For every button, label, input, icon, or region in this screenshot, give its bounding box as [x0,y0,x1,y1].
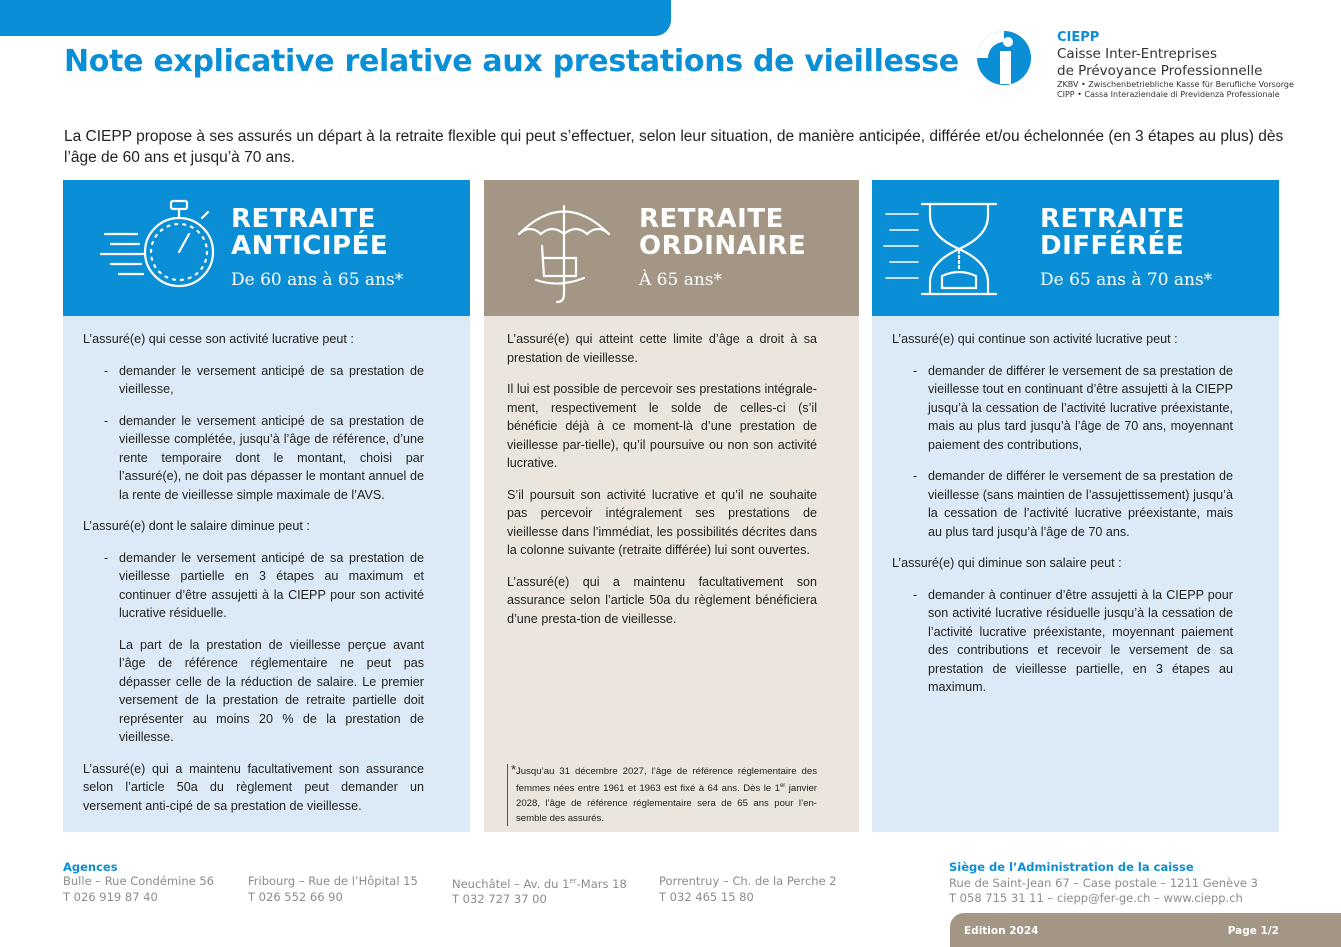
agency-phone: T 026 919 87 40 [63,889,158,904]
agency-neuchatel [452,874,627,908]
ciepp-logo-icon [974,28,1034,88]
agency-address-a: Neuchâtel – Av. du 1 [452,876,570,891]
siege-contact: T 058 715 31 11 – ciepp@fer-ge.ch – www.ciepp.ch [949,891,1243,905]
paragraph: L’assuré(e) qui atteint cette limite d’âge a droit à sa prestation de vieillesse. [507,332,817,365]
paragraph: L’assuré(e) qui a maintenu facultativement son assurance selon l’article 50a du règlement bénéficiera d’une presta-tion de vieillesse. [507,574,817,626]
column-body [872,316,1279,832]
agency-address-b: -Mars 18 [576,876,627,891]
ciepp-logo [974,28,1294,108]
column-title-line-2: DIFFÉRÉE [1040,231,1185,261]
logo-name: CIEPP [1057,30,1100,45]
column-retraite-differee [872,180,1279,832]
logo-line-3: ZKBV • Zwischenbetriebliche Kasse für Berufliche Vorsorge [1057,80,1294,89]
bullet-item: - demander le versement anticipé de sa prestation de vieillesse complétée, jusqu’à l’âge de référence, d’une rente temporaire dont le montant, choisi par l’assuré(e), ne doit pas dépasser le montant annuel de la rente de vieillesse simple maximale de l’AVS. [83,412,424,505]
stopwatch-icon [97,194,217,304]
column-retraite-anticipee [63,180,470,832]
page-number: Page 1/2 [1227,925,1279,937]
agency-fribourg [248,874,418,905]
column-title-line-1: RETRAITE [1040,204,1185,234]
footnote-superscript: er [779,783,786,789]
edition-label: Edition 2024 [964,925,1039,937]
page-title: Note explicative relative aux prestations de vieillesse [64,44,959,79]
paragraph: L’assuré(e) qui continue son activité lucrative peut : [892,332,1178,346]
column-subtitle: De 65 ans à 70 ans* [1040,270,1213,290]
bullet-item: - demander le versement anticipé de sa prestation de vieillesse partielle en 3 étapes au maximum et continuer d’être assujetti à la CIEPP pour son activité lucrative résiduelle. [83,549,424,623]
column-header [63,180,470,316]
column-header [872,180,1279,316]
logo-line-1: Caisse Inter-Entreprises [1057,46,1217,62]
siege-address: Rue de Saint-Jean 67 – Case postale – 1211 Genève 3 [949,875,1258,890]
hourglass-icon [882,194,1012,304]
footnote-text-a: Jusqu’au 31 décembre 2027, l’âge de référence réglementaire des femmes nées entre 1961 et 1963 est fixé à 64 ans. Dès le 1 [516,766,817,795]
umbrella-rocking-chair-icon [514,194,614,309]
column-body [63,316,470,832]
footnote [507,764,817,826]
agences-title: Agences [63,860,118,874]
column-subtitle: De 60 ans à 65 ans* [231,270,404,290]
agency-address: Fribourg – Rue de l’Hôpital 15 [248,874,418,888]
agency-phone: T 032 465 15 80 [659,889,754,904]
column-title-line-2: ANTICIPÉE [231,231,389,261]
paragraph: Il lui est possible de percevoir ses prestations intégrale-ment, respectivement le solde de celles-ci (s’il bénéficie déjà à ce moment-là d’une prestation de vieillesse par-tielle), qu’il poursuive ou non son activité lucrative. [507,382,817,470]
agency-address: Bulle – Rue Condémine 56 [63,874,214,888]
agency-phone: T 032 727 37 00 [452,892,547,907]
agency-phone: T 026 552 66 90 [248,889,343,904]
top-accent-bar [0,0,671,36]
logo-line-2: de Prévoyance Professionnelle [1057,63,1263,79]
bullet-item: - demander de différer le versement de sa prestation de vieillesse tout en continuant d’être assujetti à la CIEPP jusqu’à la cessation de l’activité lucrative préexistante, mais au plus tard jusqu’à l’âge de 70 ans, moyennant paiement des contributions, [892,362,1233,455]
edition-bar [950,913,1341,947]
paragraph: L’assuré(e) qui a maintenu facultativement son assurance selon l’article 50a du règlement peut demander un versement anti-cipé de sa prestation de vieillesse. [83,761,424,813]
paragraph: S’il poursuit son activité lucrative et qu’il ne souhaite pas percevoir intégralement ses prestations de vieillesse dans l’immédiat, les possibilités décrites dans la colonne suivante (retraite différée) lui sont ouvertes. [507,487,817,557]
bullet-item: - demander de différer le versement de sa prestation de vieillesse (sans maintien de l’assujettissement) jusqu’à la cessation de l’activité lucrative préexistante, mais au plus tard jusqu’à l’âge de 70 ans. [892,467,1233,541]
column-title-line-1: RETRAITE [639,204,784,234]
paragraph: L’assuré(e) qui cesse son activité lucrative peut : [83,332,354,346]
siege-title: Siège de l’Administration de la caisse [949,860,1194,874]
agency-address: Porrentruy – Ch. de la Perche 2 [659,874,837,888]
agency-address-sup: er [569,877,577,885]
column-retraite-ordinaire [484,180,859,832]
agency-bulle [63,874,214,905]
paragraph: L’assuré(e) qui diminue son salaire peut : [892,556,1122,570]
indented-paragraph: La part de la prestation de vieillesse perçue avant l’âge de référence réglementaire ne peut pas dépasser celle de la réduction de salaire. Le premier versement de la prestation de retraite partielle doit représenter au moins 20 % de la prestation de vieillesse. [119,637,424,744]
footnote-text-b: janvier 2028, l’âge de référence réglementaire sera de 65 ans pour l’en-semble des assurés. [516,783,817,825]
bullet-item: - demander à continuer d’être assujetti à la CIEPP pour son activité lucrative résiduelle jusqu’à la cessation de l’activité lucrative préexistante, moyennant paiement des contributions et recevoir le versement de sa prestation de vieillesse partielle, en 3 étapes au maximum. [892,586,1233,697]
bullet-item: - demander le versement anticipé de sa prestation de vieillesse, [83,362,424,399]
footnote-star: * [511,762,517,777]
column-subtitle: À 65 ans* [639,270,723,290]
column-body [484,316,859,832]
siege-block [949,860,1258,907]
column-title-line-1: RETRAITE [231,204,376,234]
agency-porrentruy [659,874,837,905]
intro-paragraph: La CIEPP propose à ses assurés un départ à la retraite flexible qui peut s’effectuer, selon leur situation, de manière anticipée, différée et/ou échelonnée (en 3 étapes au plus) dès l’âge de 60 ans et jusqu’à 70 ans. [64,128,1284,166]
column-header [484,180,859,316]
agency-address [452,874,627,892]
logo-line-4: CIPP • Cassa Interaziendale di Previdenza Professionale [1057,90,1280,99]
paragraph: L’assuré(e) dont le salaire diminue peut : [83,519,310,533]
column-title-line-2: ORDINAIRE [639,231,807,261]
